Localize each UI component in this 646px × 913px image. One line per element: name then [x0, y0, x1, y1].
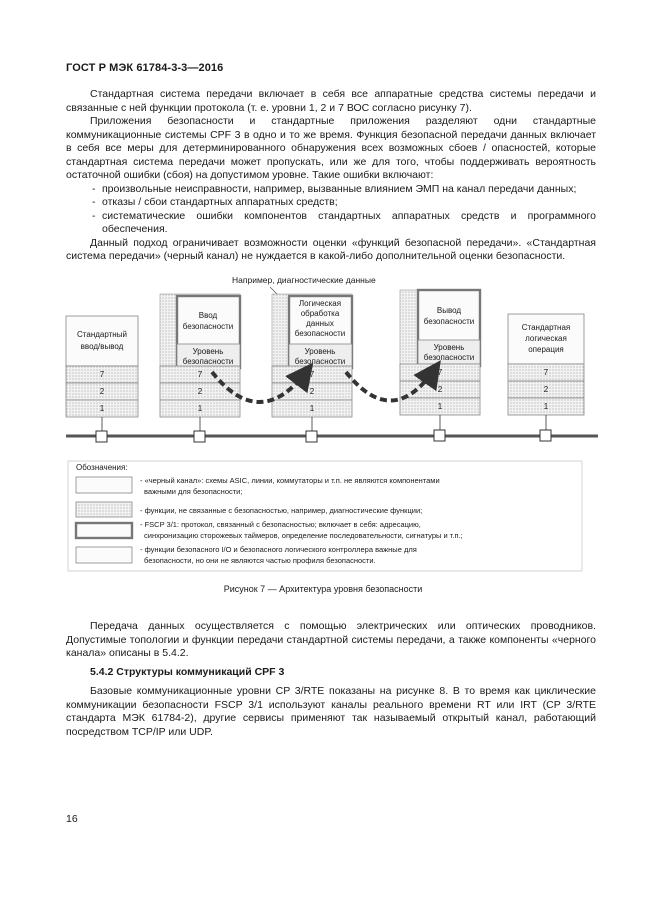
legend-text: безопасности, но они не являются частью профиля безопасности. — [144, 556, 376, 565]
paragraph-3: Данный подход ограничивает возможности оценки «функций безопасной передачи». «Стандартная система передачи» (черный канал) не нуждается в какой-либо дополнительной оценки безопасности. — [66, 236, 596, 262]
stack-label: Стандартный — [77, 330, 127, 339]
layer-label: 1 — [309, 404, 315, 413]
layer-label: 7 — [543, 368, 549, 377]
stack-label: безопасности — [294, 329, 346, 338]
list-item: - систематические ошибки компонентов стандартных аппаратных средств и программного обеспечения. — [66, 210, 596, 237]
layer-label: 2 — [543, 385, 549, 394]
bus-node — [96, 431, 107, 442]
diagnostic-data-note: Например, диагностические данные — [232, 275, 376, 285]
stack-label: Вывод — [436, 306, 462, 315]
stack-label: безопасности — [423, 317, 475, 326]
safety-layer-label: Уровень — [433, 343, 465, 352]
stack-standard-logic — [508, 314, 584, 441]
error-list — [66, 183, 596, 237]
paragraph-1: Стандартная система передачи включает в себя все аппаратные средства системы передачи и связанные с ней функции протокола (т. е. уровни 1, 2 и 7 ВОС согласно рисунку 7). — [66, 88, 596, 114]
layer-label: 7 — [99, 370, 105, 379]
safety-layer-label: Уровень — [192, 347, 224, 356]
layer-label: 2 — [309, 387, 315, 396]
layer-label: 1 — [99, 404, 105, 413]
stack-label: Ввод — [198, 311, 218, 320]
legend-text: важными для безопасности; — [144, 487, 243, 496]
list-item: - отказы / сбои стандартных аппаратных средств; — [66, 196, 596, 210]
stack-label: данных — [306, 319, 334, 328]
stack-label: Стандартная — [521, 323, 571, 332]
layer-label: 7 — [437, 368, 443, 377]
stack-safety-output — [400, 290, 480, 441]
section-title: 5.4.2 Структуры коммуникаций CPF 3 — [90, 666, 285, 678]
legend-text: синхронизацию сторожевых таймеров, определение последовательности, сигнатуры и т.п.; — [144, 531, 463, 540]
layer-label: 2 — [197, 387, 203, 396]
stack-label: безопасности — [182, 322, 234, 331]
stack-label: обработка — [300, 309, 340, 318]
legend-text: - функции безопасного I/O и безопасного логического контроллера важные для — [140, 545, 417, 554]
legend-text: - FSCP 3/1: протокол, связанный с безопасностью; включает в себя: адресацию, — [140, 520, 421, 529]
bus-node — [540, 430, 551, 441]
legend-swatch-black-channel — [76, 477, 132, 493]
stack-label: операция — [528, 345, 564, 354]
paragraph-2: Приложения безопасности и стандартные приложения разделяют одни стандартные коммуникационные системы CPF 3 в одно и то же время. Функция безопасной передачи данных включает в себя все меры для детерминированного обнаружения всех возможных сбоев / опасностей, которые стандартная система передачи может пропускать, или же для того, чтобы поддерживать вероятность остаточной ошибки (сбоя) на допустимом уровне. Такие ошибки включают: — [66, 115, 596, 181]
layer-label: 1 — [197, 404, 203, 413]
page-number: 16 — [66, 813, 78, 825]
stack-label: логическая — [525, 334, 567, 343]
body-text-section — [66, 685, 596, 739]
stack-safety-input — [160, 294, 240, 442]
document-header: ГОСТ Р МЭК 61784-3-3—2016 — [66, 62, 224, 74]
stack-standard-io — [66, 316, 138, 442]
safety-layer-label: безопасности — [423, 353, 475, 362]
safety-layer-label: безопасности — [294, 357, 346, 366]
body-text-top — [66, 88, 596, 264]
legend-text: - функции, не связанные с безопасностью, например, диагностические функции; — [140, 506, 423, 515]
safety-architecture-figure — [0, 270, 646, 575]
legend — [76, 476, 463, 565]
legend-swatch-fscp — [76, 523, 132, 538]
stack-label: ввод/вывод — [80, 342, 124, 351]
safety-layer-label: Уровень — [304, 347, 336, 356]
paragraph-4: Передача данных осуществляется с помощью электрических или оптических проводников. Допустимые топологии и функции передачи стандартной системы передачи, а также компоненты «черного канала» описаны в 5.4.2. — [66, 620, 596, 659]
layer-label: 2 — [99, 387, 105, 396]
body-text-bottom — [66, 620, 596, 661]
legend-swatch-non-safety — [76, 502, 132, 517]
layer-label: 2 — [437, 385, 443, 394]
figure-caption: Рисунок 7 — Архитектура уровня безопасности — [223, 584, 423, 594]
layer-label: 1 — [543, 402, 549, 411]
list-item: - произвольные неисправности, например, вызванные влиянием ЭМП на канал передачи данных; — [66, 183, 596, 197]
legend-swatch-safety-io — [76, 547, 132, 563]
legend-text: - «черный канал»: схемы ASIC, линии, коммутаторы и т.п. не являются компонентами — [140, 476, 440, 485]
paragraph-5: Базовые коммуникационные уровни CP 3/RTE показаны на рисунке 8. В то время как циклические коммуникации безопасности FSCP 3/1 используют каналы реального времени RT или IRT (CP 3/RTE стандарта МЭК 61784-2), другие сервисы применяют так называемый открытый канал, работающий посредством TCP/IP или UDP. — [66, 685, 596, 738]
layer-label: 7 — [309, 370, 315, 379]
layer-label: 7 — [197, 370, 203, 379]
legend-title: Обозначения: — [76, 463, 128, 472]
bus-node — [306, 431, 317, 442]
bus-node — [434, 430, 445, 441]
safety-layer-label: безопасности — [182, 357, 234, 366]
bus-node — [194, 431, 205, 442]
layer-label: 1 — [437, 402, 443, 411]
stack-label: Логическая — [298, 299, 342, 308]
stack-safety-logic — [272, 294, 352, 442]
